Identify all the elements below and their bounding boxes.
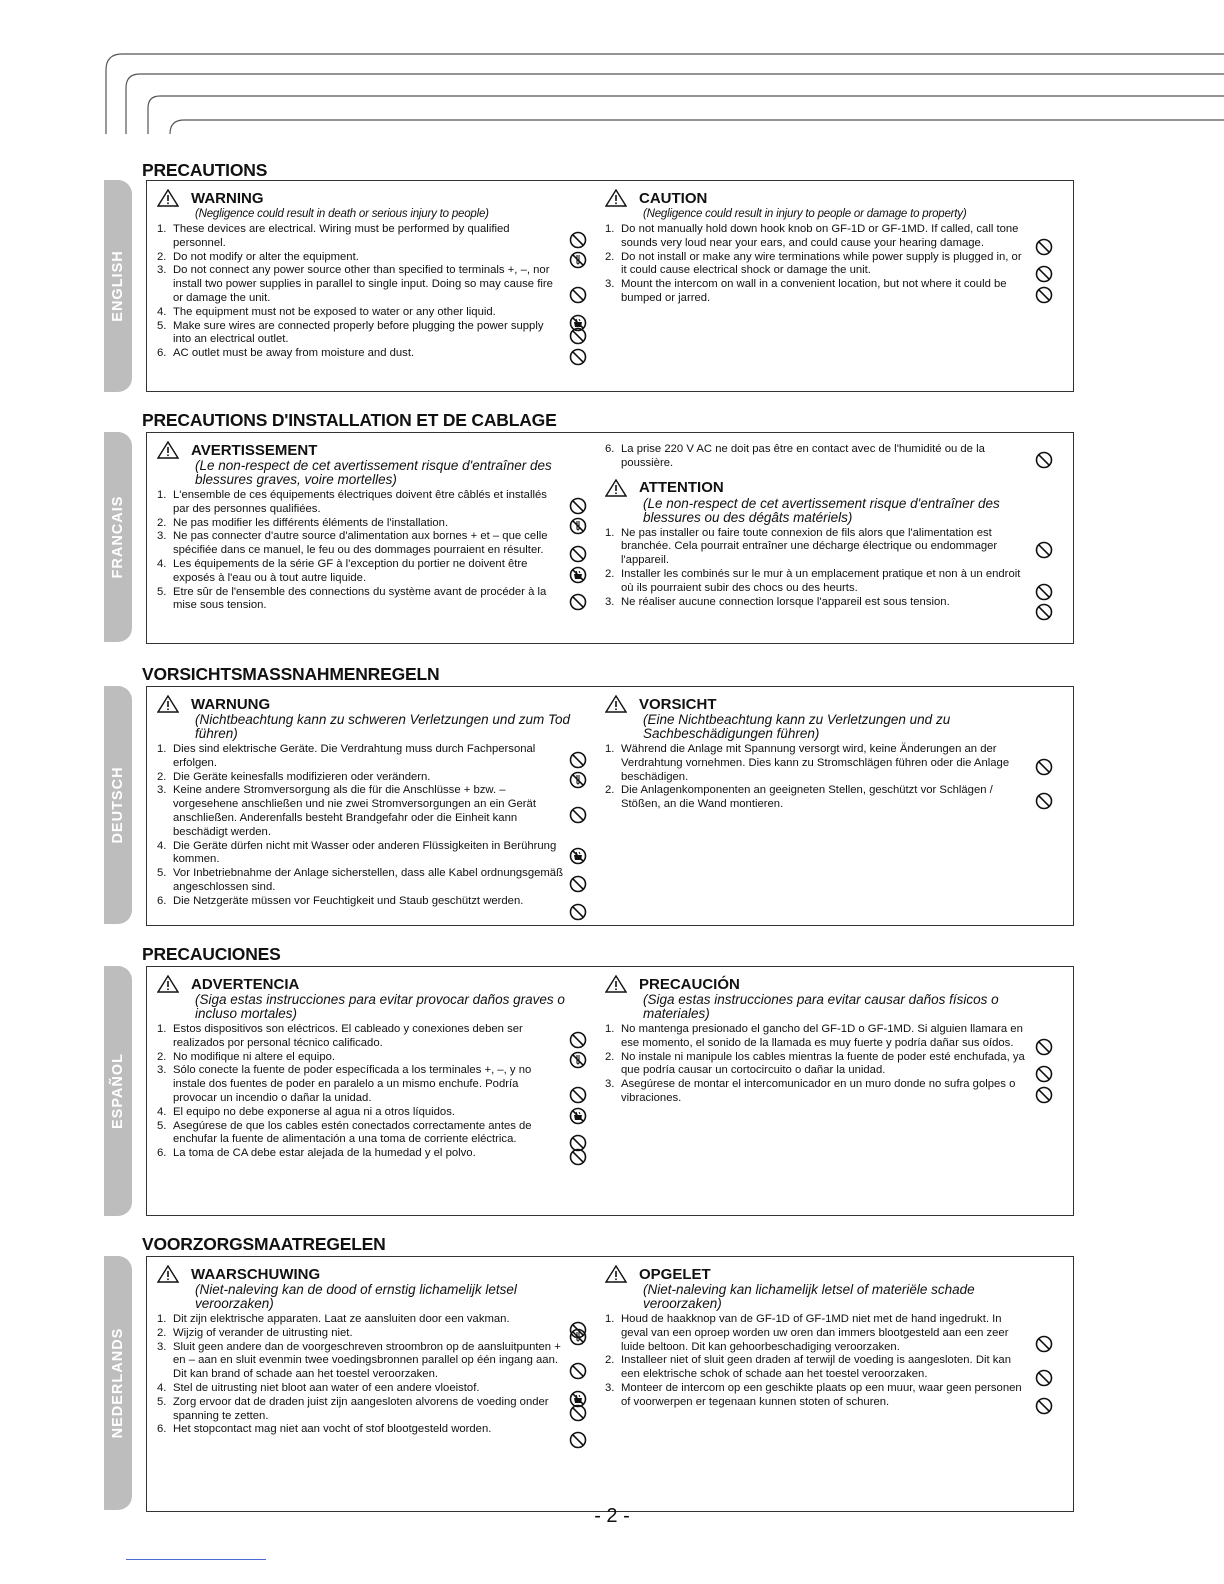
language-tab (104, 966, 132, 1216)
item-text: The equipment must not be exposed to water or any other liquid. (173, 305, 496, 318)
precaution-list (605, 443, 1053, 471)
notice-subtitle: (Negligence could result in injury to people or damage to property) (643, 208, 967, 220)
item-number: 4. (157, 305, 167, 318)
item-text: Sólo conecte la fuente de poder específicada a los terminales +, –, y no instale dos fuentes de poder en paralelo a un mismo enchufe. Podría provocar un incendio o dañar la unidad. (173, 1064, 532, 1104)
page-number: - 2 - (594, 1505, 630, 1527)
item-text: No instale ni manipule los cables mientras la fuente de poder esté enchufada, ya que podría causar un cortocircuito o dañar la unidad. (621, 1050, 1025, 1077)
item-number: 2. (157, 1326, 167, 1339)
notice-heading (157, 695, 587, 713)
caution-column (605, 189, 1053, 306)
prohibit-icon (569, 348, 587, 366)
language-tab (104, 1256, 132, 1510)
prohibit-icon (1035, 451, 1053, 469)
warning-column (157, 441, 587, 613)
notice-subtitle: (Niet-naleving kan lichamelijk letsel of materiële schade veroorzaken) (643, 1282, 975, 1311)
item-number: 2. (605, 567, 615, 580)
item-number: 1. (157, 743, 167, 755)
language-tab-label: ENGLISH (110, 250, 126, 322)
list-item (605, 784, 1053, 812)
warning-triangle-icon (605, 479, 627, 497)
prohibit-icon (1035, 1397, 1053, 1415)
item-text: Houd de haakknop van de GF-1D of GF-1MD niet met de hand ingedrukt. In geval van een oproep worden uw oren dan immers blootgesteld aan een zeer luide beltoon. Dit kan gehoorbeschadiging veroorzaken. (621, 1313, 1009, 1353)
item-text: Het stopcontact mag niet aan vocht of stof blootgesteld worden. (173, 1423, 492, 1436)
warning-triangle-icon (157, 975, 179, 993)
notice-subtitle: (Eine Nichtbeachtung kann zu Verletzungen und zu Sachbeschädigungen führen) (643, 712, 951, 741)
notice-subtitle: (Nichtbeachtung kann zu schweren Verletzungen und zum Tod führen) (195, 712, 570, 741)
item-number: 1. (605, 1023, 615, 1035)
item-text: Die Anlagenkomponenten an geeigneten Stellen, geschützt vor Schlägen / Stößen, an die Wand montieren. (621, 784, 993, 811)
precaution-list (157, 1313, 587, 1437)
item-number: 1. (157, 1023, 167, 1035)
list-item (157, 558, 587, 586)
prohibit-icon (1035, 603, 1053, 621)
item-number: 2. (605, 250, 615, 263)
notice-heading-text: ATTENTION (639, 479, 724, 497)
prohibit-icon (569, 1148, 587, 1166)
warning-triangle-icon (157, 695, 179, 713)
notice-heading-text: WARNING (191, 189, 264, 207)
item-text: Dies sind elektrische Geräte. Die Verdrahtung muss durch Fachpersonal erfolgen. (173, 743, 536, 769)
warning-triangle-icon (605, 695, 627, 713)
list-item (157, 895, 587, 909)
item-number: 1. (157, 489, 167, 501)
item-text: Installer les combinés sur le mur à un emplacement pratique et non à un endroit où ils pourraient subir des chocs ou des heurts. (621, 567, 1021, 594)
warning-triangle-icon (157, 441, 179, 459)
notice-subtitle: (Negligence could result in death or serious injury to people) (195, 208, 489, 220)
item-text: Estos dispositivos son eléctricos. El cableado y conexiones deben ser realizados por personal técnico calificado. (173, 1023, 523, 1049)
warning-triangle-icon (157, 189, 179, 207)
caution-column (605, 695, 1053, 812)
list-item (605, 1354, 1053, 1382)
prohibit-icon (569, 1404, 587, 1422)
item-number: 1. (605, 223, 615, 235)
warning-column (157, 189, 587, 361)
item-text: Stel de uitrusting niet bloot aan water of een andere vloeistof. (173, 1381, 480, 1394)
item-text: Sluit geen andere dan de voorgeschreven stroombron op de aansluitpunten + en – aan en sluit evenmin twee voedingsbronnen parallel op één ingang aan. Dit kan brand of schade aan het toestel veroorzaken. (173, 1340, 561, 1381)
language-tab (104, 686, 132, 924)
notice-heading-text: CAUTION (639, 189, 708, 207)
prohibit-icon (569, 903, 587, 921)
precaution-list (605, 223, 1053, 306)
notice-heading (605, 1265, 1053, 1283)
list-item (605, 251, 1053, 279)
prohibit-icon (569, 1431, 587, 1449)
item-text: Während die Anlage mit Spannung versorgt wird, keine Änderungen an der Verdrahtung vornehmen. Dies kann zu Stromschlägen führen oder die Anlage beschädigen. (621, 743, 1010, 783)
item-number: 3. (157, 784, 167, 797)
notice-heading (157, 189, 587, 207)
language-tab (104, 432, 132, 642)
list-item (157, 223, 587, 251)
item-text: Do not install or make any wire terminations while power supply is plugged in, or it could cause electrical shock or damage the unit. (621, 250, 1022, 277)
warning-triangle-icon (605, 189, 627, 207)
section-title: VORSICHTSMASSNAHMENREGELN (142, 664, 440, 684)
warning-triangle-icon (605, 975, 627, 993)
list-item (157, 1106, 587, 1120)
item-text: Asegúrese de montar el intercomunicador en un muro donde no sufra golpes o vibraciones. (621, 1078, 1016, 1104)
notice-subtitle: (Le non-respect de cet avertissement risque d'entraîner des blessures graves, voire mortelles) (195, 458, 552, 487)
list-item (605, 1382, 1053, 1410)
list-item (605, 1078, 1053, 1106)
item-text: Do not manually hold down hook knob on GF-1D or GF-1MD. If called, call tone sounds very loud near your ears, and could cause your hearing damage. (621, 223, 1019, 249)
item-text: La toma de CA debe estar alejada de la humedad y el polvo. (173, 1147, 476, 1160)
list-item (157, 264, 587, 305)
precaution-list (605, 1023, 1053, 1106)
notice-subtitle: (Siga estas instrucciones para evitar causar daños físicos o materiales) (643, 992, 999, 1021)
item-text: Do not modify or alter the equipment. (173, 250, 359, 263)
list-item (157, 771, 587, 785)
precaution-box (146, 180, 1074, 392)
item-number: 2. (157, 516, 167, 529)
item-number: 4. (157, 1381, 167, 1394)
item-text: Die Netzgeräte müssen vor Feuchtigkeit und Staub geschützt werden. (173, 894, 524, 907)
section-title: PRECAUTIONS (142, 160, 268, 180)
notice-heading (605, 695, 1053, 713)
prohibit-icon (569, 1362, 587, 1380)
item-text: Les équipements de la série GF à l'exception du portier ne doivent être exposés à l'eau ou à tout autre liquide. (173, 557, 528, 584)
item-number: 4. (157, 1105, 167, 1118)
list-item (157, 743, 587, 771)
item-text: Die Geräte dürfen nicht mit Wasser oder anderen Flüssigkeiten in Berührung kommen. (173, 839, 557, 866)
prohibit-icon (569, 497, 587, 515)
list-item (157, 320, 587, 348)
list-item (157, 489, 587, 517)
item-text: Die Geräte keinesfalls modifizieren oder verändern. (173, 770, 431, 783)
item-number: 3. (605, 595, 615, 608)
notice-heading-text: AVERTISSEMENT (191, 441, 318, 459)
item-text: Mount the intercom on wall in a convenient location, but not where it could be bumped or jarred. (621, 278, 1007, 304)
precaution-box (146, 1256, 1074, 1512)
prohibit-icon (569, 593, 587, 611)
item-number: 1. (605, 743, 615, 755)
precaution-box (146, 686, 1074, 926)
list-item (157, 1051, 587, 1065)
item-number: 5. (157, 1395, 167, 1408)
notice-heading-text: PRECAUCIÓN (639, 975, 740, 993)
item-text: Zorg ervoor dat de draden juist zijn aangesloten alvorens de voeding onder spanning te zetten. (173, 1395, 549, 1422)
prohibit-icon (569, 327, 587, 345)
list-item (605, 1313, 1053, 1354)
list-item (157, 784, 587, 839)
prohibit-icon (1035, 1086, 1053, 1104)
notice-heading (605, 479, 1053, 497)
list-item (157, 251, 587, 265)
item-number: 2. (157, 250, 167, 263)
item-text: Monteer de intercom op een geschikte plaats op een muur, waar geen personen of voorwerpen er tegenaan kunnen stoten of schuren. (621, 1381, 1022, 1408)
notice-heading-text: VORSICHT (639, 695, 717, 713)
precaution-list (605, 1313, 1053, 1410)
list-item (157, 1023, 587, 1051)
precaution-list (157, 743, 587, 909)
item-number: 6. (157, 1423, 167, 1436)
section-title: VOORZORGSMAATREGELEN (142, 1234, 386, 1254)
item-number: 5. (157, 1119, 167, 1132)
list-item (157, 347, 587, 361)
section-title: PRECAUCIONES (142, 944, 281, 964)
item-text: La prise 220 V AC ne doit pas être en contact avec de l'humidité ou de la poussière. (621, 443, 985, 469)
item-text: Etre sûr de l'ensemble des connections du système avant de procéder à la mise sous tension. (173, 585, 547, 612)
list-item (157, 1382, 587, 1396)
list-item (605, 223, 1053, 251)
list-item (157, 1313, 587, 1327)
item-number: 2. (605, 784, 615, 797)
item-number: 6. (605, 443, 615, 455)
item-number: 6. (157, 1147, 167, 1160)
prohibit-icon (569, 1086, 587, 1104)
item-text: Asegúrese de que los cables estén conectados correctamente antes de enchufar la fuente de alimentación a una toma de corriente eléctrica. (173, 1119, 532, 1146)
prohibit-icon (569, 1031, 587, 1049)
item-number: 3. (605, 278, 615, 291)
list-item (157, 867, 587, 895)
item-text: Ne réaliser aucune connection lorsque l'appareil est sous tension. (621, 595, 950, 608)
item-number: 4. (157, 839, 167, 852)
prohibit-icon (569, 751, 587, 769)
precaution-list (157, 489, 587, 613)
precaution-box (146, 966, 1074, 1216)
warning-triangle-icon (605, 1265, 627, 1283)
language-tab (104, 180, 132, 392)
item-number: 5. (157, 585, 167, 598)
list-item (157, 1147, 587, 1161)
list-item (605, 443, 1053, 471)
prohibit-icon (1035, 286, 1053, 304)
language-tab-label: NEDERLANDS (110, 1327, 126, 1439)
item-number: 6. (157, 894, 167, 907)
language-tab-label: FRANCAIS (110, 495, 126, 579)
item-number: 1. (605, 526, 615, 539)
prohibit-icon (569, 286, 587, 304)
notice-heading-text: WARNUNG (191, 695, 271, 713)
item-number: 5. (157, 867, 167, 880)
prohibit-icon (569, 806, 587, 824)
item-number: 2. (157, 770, 167, 783)
item-text: L'ensemble de ces équipements électriques doivent être câblés et installés par des personnes qualifiées. (173, 489, 547, 515)
item-text: Do not connect any power source other than specified to terminals +, –, nor install two power supplies in parallel to single input. Doing so may cause fire or damage the unit. (173, 264, 553, 304)
item-number: 2. (605, 1354, 615, 1367)
notice-heading (605, 189, 1053, 207)
section-title: PRECAUTIONS D'INSTALLATION ET DE CABLAGE (142, 410, 557, 430)
item-number: 1. (157, 223, 167, 235)
list-item (605, 278, 1053, 306)
item-text: Ne pas connecter d'autre source d'alimentation aux bornes + et – que celle spécifiée dans ce manuel, le feu ou des dommages pourraient en résulter. (173, 530, 548, 557)
item-text: Vor Inbetriebnahme der Anlage sicherstellen, dass alle Kabel ordnungsgemäß angeschlossen sind. (173, 867, 563, 893)
list-item (605, 1051, 1053, 1079)
item-text: These devices are electrical. Wiring must be performed by qualified personnel. (173, 223, 510, 249)
notice-heading-text: WAARSCHUWING (191, 1265, 321, 1283)
item-number: 3. (157, 530, 167, 543)
list-item (605, 568, 1053, 596)
item-number: 3. (157, 1340, 167, 1353)
notice-subtitle: (Niet-naleving kan de dood of ernstig lichamelijk letsel veroorzaken) (195, 1282, 517, 1311)
list-item (605, 527, 1053, 568)
item-number: 2. (605, 1050, 615, 1063)
item-text: No modifique ni altere el equipo. (173, 1050, 336, 1063)
item-number: 1. (605, 1313, 615, 1325)
notice-subtitle: (Siga estas instrucciones para evitar provocar daños graves o incluso mortales) (195, 992, 565, 1021)
item-text: Make sure wires are connected properly before plugging the power supply into an electrical outlet. (173, 319, 544, 346)
caution-column (605, 1265, 1053, 1410)
notice-heading (157, 975, 587, 993)
prohibit-icon (1035, 792, 1053, 810)
notice-heading-text: ADVERTENCIA (191, 975, 300, 993)
prohibit-icon (1035, 1335, 1053, 1353)
precaution-list (157, 1023, 587, 1161)
precaution-list (605, 527, 1053, 610)
header-tab-frame (104, 52, 1224, 134)
item-text: Installeer niet of sluit geen draden af terwijl de voeding is aangesloten. Dit kan een elektrische schok of schade aan het toestel veroorzaken. (621, 1354, 1011, 1381)
notice-heading-text: OPGELET (639, 1265, 711, 1283)
prohibit-icon (569, 231, 587, 249)
item-text: Ne pas installer ou faire toute connexion de fils alors que l'alimentation est branchée. Cela pourrait entraîner une décharge électrique ou endommager l'appareil. (621, 526, 998, 567)
no-water-icon (569, 847, 587, 865)
notice-heading (157, 1265, 587, 1283)
item-number: 3. (157, 1064, 167, 1077)
list-item (157, 1341, 587, 1382)
item-text: Keine andere Stromversorgung als die für die Anschlüsse + bzw. – vorgesehene anschließen und nie zwei Stromversorgungen an ein Gerät anschließen. Anderenfalls besteht Brandgefahr oder die Einheit kann beschädigt werden. (173, 784, 536, 838)
item-number: 3. (157, 264, 167, 277)
warning-column (157, 695, 587, 909)
language-tab-label: ESPAÑOL (110, 1052, 126, 1130)
warning-column (157, 1265, 587, 1437)
item-text: Ne pas modifier les différents éléments de l'installation. (173, 516, 449, 529)
item-text: Dit zijn elektrische apparaten. Laat ze aansluiten door een vakman. (173, 1313, 510, 1325)
item-number: 1. (157, 1313, 167, 1325)
notice-subtitle: (Le non-respect de cet avertissement risque d'entraîner des blessures ou des dégâts matériels) (643, 495, 1000, 525)
warning-triangle-icon (157, 1265, 179, 1283)
list-item (605, 596, 1053, 610)
item-number: 3. (605, 1078, 615, 1091)
caution-column (605, 441, 1053, 609)
list-item (157, 1064, 587, 1105)
precaution-box (146, 432, 1074, 644)
item-number: 6. (157, 347, 167, 360)
prohibit-icon (1035, 758, 1053, 776)
item-text: Wijzig of verander de uitrusting niet. (173, 1326, 353, 1339)
item-number: 4. (157, 557, 167, 570)
item-text: AC outlet must be away from moisture and dust. (173, 347, 415, 360)
notice-heading (605, 975, 1053, 993)
prohibit-icon (569, 875, 587, 893)
precaution-list (157, 223, 587, 361)
list-item (605, 743, 1053, 784)
no-water-icon (569, 566, 587, 584)
list-item (157, 1396, 587, 1424)
notice-heading (157, 441, 587, 459)
item-number: 3. (605, 1381, 615, 1394)
list-item (157, 1423, 587, 1437)
list-item (157, 1120, 587, 1148)
item-text: No mantenga presionado el gancho del GF-1D o GF-1MD. Si alguien llamara en ese momento, el sonido de la llamada es muy fuerte y podría dañar sus oídos. (621, 1023, 1023, 1049)
language-tab-label: DEUTSCH (110, 766, 126, 844)
item-number: 5. (157, 319, 167, 332)
list-item (157, 1327, 587, 1341)
footer-link-line (126, 1559, 266, 1560)
list-item (157, 306, 587, 320)
item-text: El equipo no debe exponerse al agua ni a otros líquidos. (173, 1105, 455, 1118)
warning-column (157, 975, 587, 1161)
list-item (157, 517, 587, 531)
list-item (157, 530, 587, 558)
list-item (157, 586, 587, 614)
precaution-list (605, 743, 1053, 812)
list-item (605, 1023, 1053, 1051)
list-item (157, 840, 587, 868)
item-number: 2. (157, 1050, 167, 1063)
prohibit-icon (1035, 541, 1053, 559)
caution-column (605, 975, 1053, 1106)
